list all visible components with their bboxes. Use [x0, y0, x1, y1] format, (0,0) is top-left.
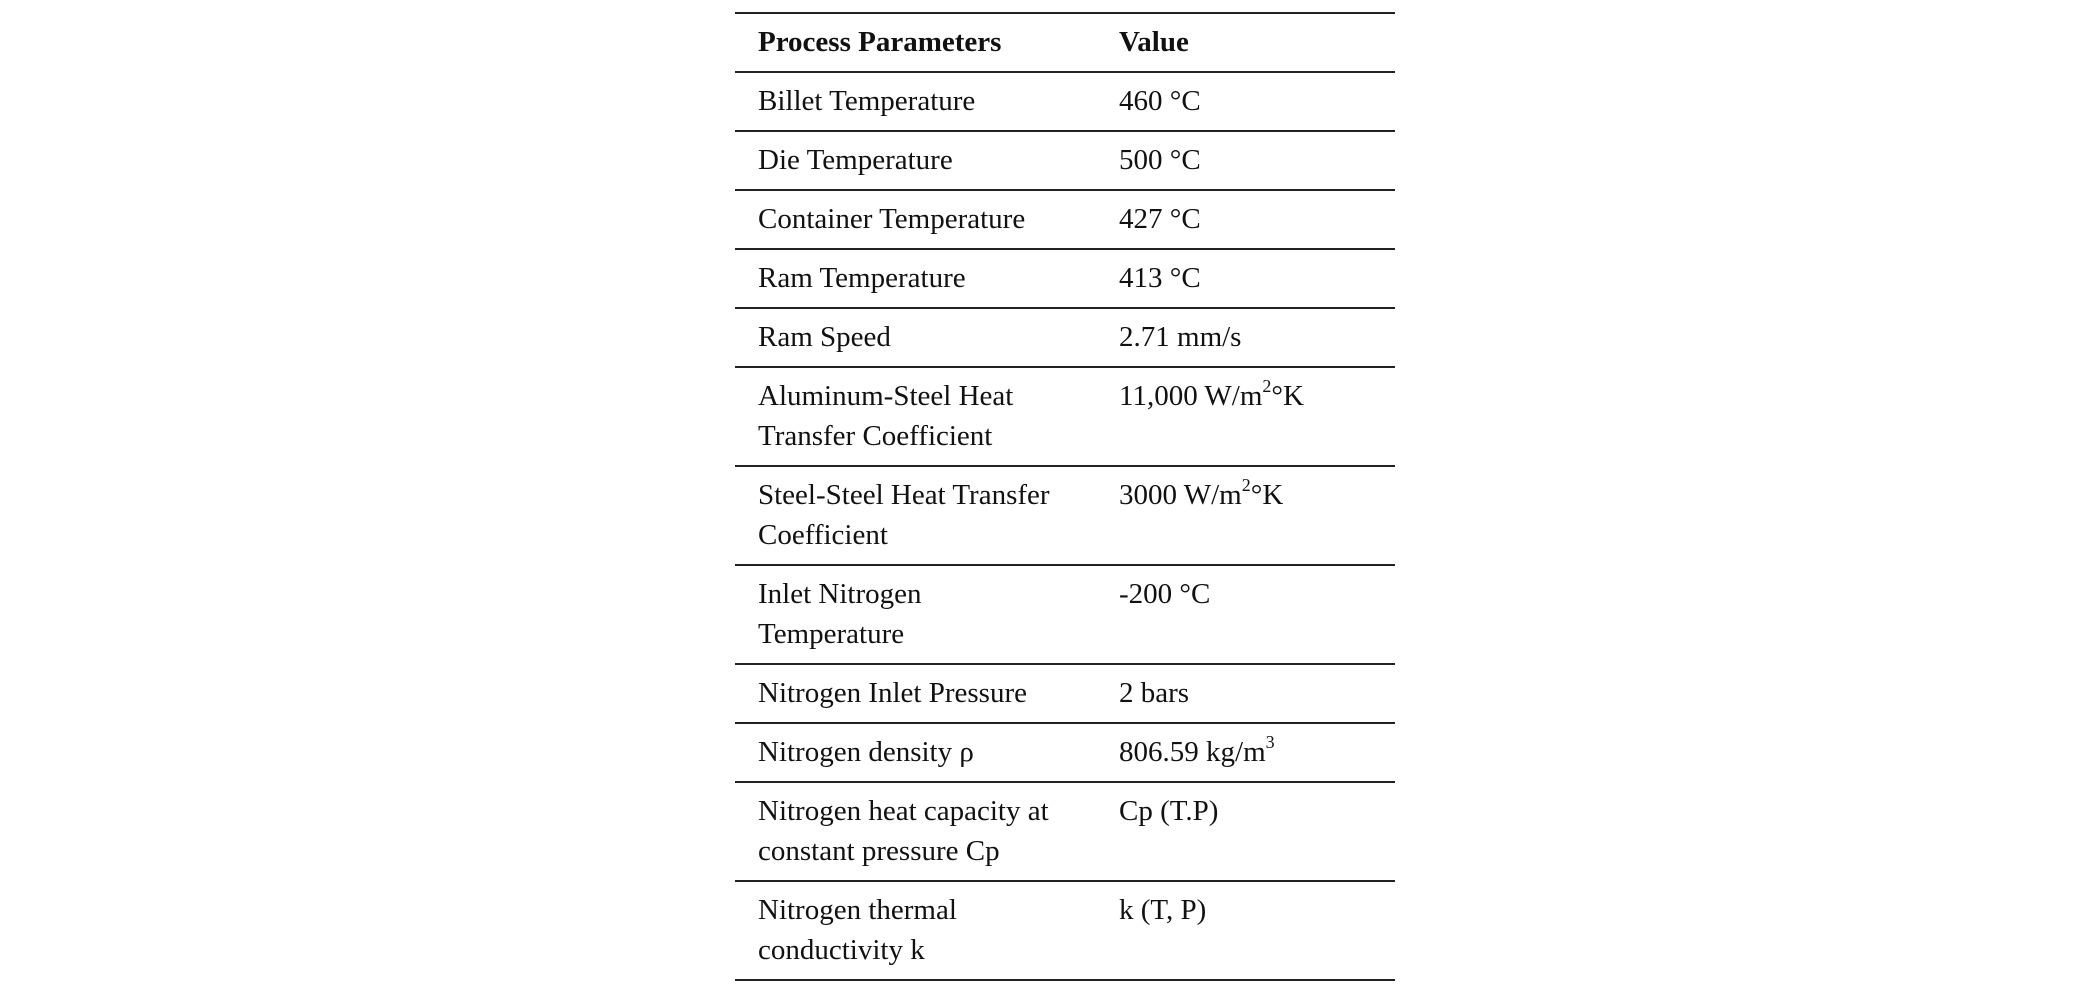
parameter-cell: Nitrogen density ρ — [735, 723, 1096, 782]
value-main: 3000 W/m — [1119, 479, 1242, 511]
value-cell: k (T, P) — [1096, 881, 1395, 980]
value-cell: 2.71 mm/s — [1096, 308, 1395, 367]
table-row — [735, 664, 1395, 723]
table-row — [735, 131, 1395, 190]
value-cell: -200 °C — [1096, 565, 1395, 664]
parameter-cell: Steel-Steel Heat Transfer Coefficient — [735, 466, 1096, 565]
parameter-cell: Ram Temperature — [735, 249, 1096, 308]
value-cell — [1096, 367, 1395, 466]
value-cell: 460 °C — [1096, 72, 1395, 131]
process-parameters-table — [735, 12, 1395, 981]
parameter-cell: Nitrogen Inlet Pressure — [735, 664, 1096, 723]
parameter-cell: Inlet Nitrogen Temperature — [735, 565, 1096, 664]
parameter-cell: Nitrogen thermal conductivity k — [735, 881, 1096, 980]
table-row — [735, 466, 1395, 565]
table-row — [735, 565, 1395, 664]
header-process-parameters: Process Parameters — [735, 13, 1096, 72]
value-cell — [1096, 466, 1395, 565]
header-value: Value — [1096, 13, 1395, 72]
parameter-cell: Ram Speed — [735, 308, 1096, 367]
table-row — [735, 367, 1395, 466]
parameter-cell: Aluminum-Steel Heat Transfer Coefficient — [735, 367, 1096, 466]
parameter-cell: Container Temperature — [735, 190, 1096, 249]
value-superscript: 3 — [1265, 732, 1275, 753]
value-cell: 427 °C — [1096, 190, 1395, 249]
value-superscript: 2 — [1262, 376, 1272, 397]
parameter-cell: Billet Temperature — [735, 72, 1096, 131]
table-row — [735, 72, 1395, 131]
table-row — [735, 881, 1395, 980]
table-row — [735, 249, 1395, 308]
table-row — [735, 723, 1395, 782]
value-cell: Cp (T.P) — [1096, 782, 1395, 881]
value-unit-tail: °K — [1271, 380, 1304, 412]
value-unit-tail: °K — [1250, 479, 1284, 511]
table-row — [735, 308, 1395, 367]
value-cell: 2 bars — [1096, 664, 1395, 723]
value-cell: 413 °C — [1096, 249, 1395, 308]
table-row — [735, 782, 1395, 881]
parameter-cell: Nitrogen heat capacity at constant pressure Cp — [735, 782, 1096, 881]
table-header-row — [735, 13, 1395, 72]
value-main: 806.59 kg/m — [1119, 736, 1266, 768]
value-cell: 500 °C — [1096, 131, 1395, 190]
value-cell — [1096, 723, 1395, 782]
parameter-cell: Die Temperature — [735, 131, 1096, 190]
value-main: 11,000 W/m — [1119, 380, 1263, 412]
value-superscript: 2 — [1241, 475, 1251, 496]
table-row — [735, 190, 1395, 249]
